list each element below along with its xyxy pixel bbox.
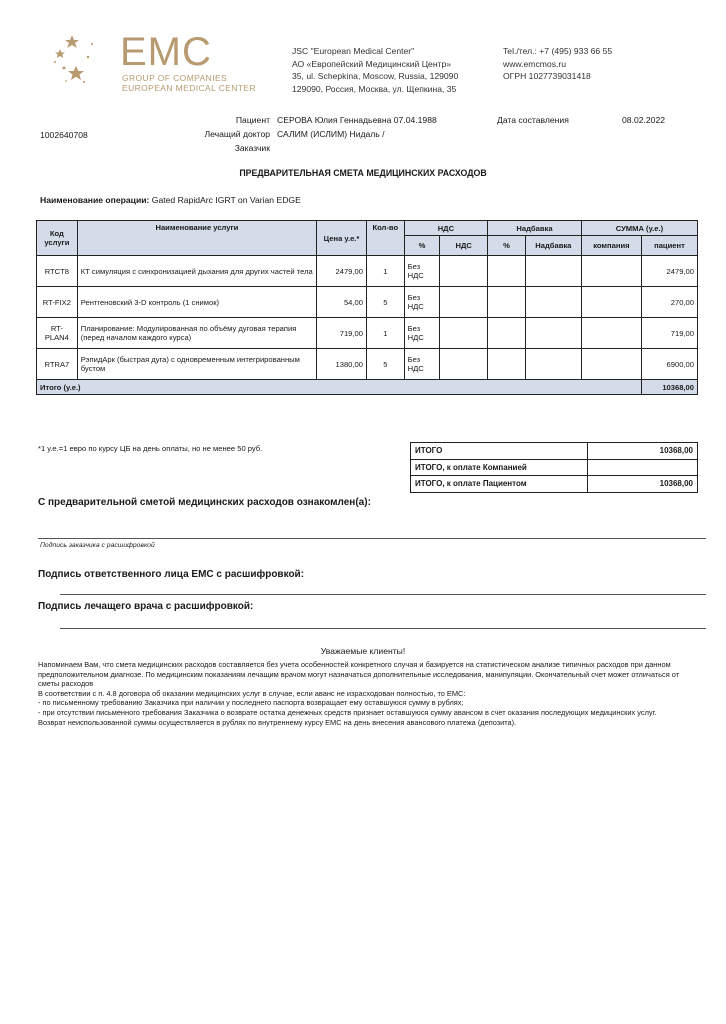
th-code: Код услуги	[37, 221, 78, 256]
doctor-signature-line	[60, 628, 706, 629]
emc-signature-heading: Подпись ответственного лица EMC с расшифровкой:	[38, 569, 305, 580]
cell-markup-pct	[488, 256, 526, 287]
customer-label: Заказчик	[234, 143, 270, 153]
stars-icon	[50, 32, 120, 92]
company-line: JSC "European Medical Center"	[292, 46, 415, 56]
cell-vat-pct: Без НДС	[404, 287, 440, 318]
logo-name: EMC	[120, 30, 212, 74]
cell-company	[581, 256, 641, 287]
cell-name: Планирование: Модулированная по объёму дуговая терапия (перед началом каждого курса)	[77, 318, 316, 349]
emc-signature-line	[60, 594, 706, 595]
totals-value	[588, 459, 698, 476]
patient-label: Пациент	[235, 115, 270, 125]
th-vat-pct: %	[404, 236, 440, 256]
footnote: *1 у.е.=1 евро по курсу ЦБ на день оплаты, но не менее 50 руб.	[38, 444, 263, 453]
notice-title: Уважаемые клиенты!	[320, 646, 406, 656]
company-contacts	[503, 45, 612, 83]
document-title: ПРЕДВАРИТЕЛЬНАЯ СМЕТА МЕДИЦИНСКИХ РАСХОДОВ	[239, 168, 487, 178]
estimate-table	[36, 220, 698, 395]
notice-paragraph: Возврат неиспользованной суммы осуществляется в рублях по внутреннему курсу ЕМС на день внесения авансового платежа (депозита).	[38, 717, 517, 727]
th-price: Цена у.е.*	[317, 221, 367, 256]
logo	[50, 32, 120, 92]
cell-vat-pct: Без НДС	[404, 256, 440, 287]
th-sum-patient: пациент	[641, 236, 697, 256]
notice-paragraph: - при отсутствии письменного требования Заказчика о возврате остатка денежных средств признает оставшуюся сумму авансом в счет оказания последующих медицинских услуг.	[38, 707, 657, 717]
logo-group: GROUP OF COMPANIES	[122, 73, 228, 83]
th-markup-amt: Надбавка	[525, 236, 581, 256]
cell-code: RT-FIX2	[37, 287, 78, 318]
customer-caption: Подпись заказчика с расшифровкой	[40, 542, 155, 549]
cell-patient: 2479,00	[641, 256, 697, 287]
operation-value: Gated RapidArc IGRT on Varian EDGE	[151, 195, 301, 205]
cell-company	[581, 287, 641, 318]
notice-body	[38, 660, 698, 727]
doctor-value: САЛИМ (ИСЛИМ) Нидаль /	[277, 129, 385, 139]
phone: Tel./тел.: +7 (495) 933 66 55	[503, 46, 613, 56]
cell-patient: 719,00	[641, 318, 697, 349]
patient-value: СЕРОВА Юлия Геннадьевна 07.04.1988	[277, 115, 437, 125]
cell-vat-amt	[440, 349, 488, 380]
th-qty: Кол-во	[366, 221, 404, 256]
company-line: 35, ul. Schepkina, Moscow, Russia, 129090	[292, 71, 459, 81]
cell-markup-pct	[488, 287, 526, 318]
cell-vat-amt	[440, 256, 488, 287]
notice-paragraph: Напоминаем Вам, что смета медицинских расходов составляется без учета особенностей конкретного случая и базируется на статистическом анализе типичных расходов при данном предположительном диагнозе. По медицинским показаниям лечащим врачом могут назначаться дополнительные исследования, манипуляции. Окончательный счет может отличаться от сметы расходов	[38, 660, 680, 689]
cell-markup-amt	[525, 256, 581, 287]
notice-paragraph: В соответствии с п. 4.8 договора об оказании медицинских услуг в случае, если аванс не израсходован полностью, то ЕМС:	[38, 688, 466, 698]
cell-price: 54,00	[317, 287, 367, 318]
table-row	[37, 318, 698, 349]
company-line: АО «Европейский Медицинский Центр»	[292, 58, 452, 69]
cell-vat-pct: Без НДС	[404, 349, 440, 380]
cell-qty: 5	[366, 349, 404, 380]
th-name: Наименование услуги	[77, 221, 316, 256]
table-total-row	[37, 380, 698, 395]
th-vat-amt: НДС	[440, 236, 488, 256]
cell-code: RT-PLAN4	[37, 318, 78, 349]
cell-name: КТ симуляция с синхронизацией дыхания для других частей тела	[77, 256, 316, 287]
cell-qty: 1	[366, 256, 404, 287]
totals-label: ИТОГО	[411, 443, 588, 460]
th-sum: СУММА (у.е.)	[581, 221, 697, 236]
th-markup: Надбавка	[488, 221, 582, 236]
cell-code: RTCT8	[37, 256, 78, 287]
company-address	[292, 45, 458, 95]
table-row	[37, 287, 698, 318]
cell-patient: 6900,00	[641, 349, 697, 380]
website: www.emcmos.ru	[503, 58, 567, 69]
totals-label: ИТОГО, к оплате Компанией	[411, 459, 588, 476]
totals-table	[410, 442, 698, 493]
cell-qty: 5	[366, 287, 404, 318]
total-label: Итого (у.е.)	[37, 380, 642, 395]
cell-price: 1380,00	[317, 349, 367, 380]
totals-row	[411, 443, 698, 460]
cell-vat-amt	[440, 318, 488, 349]
patient-id: 1002640708	[40, 130, 88, 140]
table-row	[37, 349, 698, 380]
doctor-signature-heading: Подпись лечащего врача с расшифровкой:	[38, 601, 254, 612]
operation-label: Наименование операции:	[40, 195, 150, 205]
th-markup-pct: %	[488, 236, 526, 256]
totals-row	[411, 459, 698, 476]
table-row	[37, 256, 698, 287]
ogrn: ОГРН 1027739031418	[503, 71, 591, 81]
notice-paragraph: - по письменному требованию Заказчика при наличии у последнего паспорта возвращает ему оставшуюся сумму в рублях;	[38, 698, 464, 708]
logo-center: EUROPEAN MEDICAL CENTER	[122, 83, 257, 93]
cell-vat-pct: Без НДС	[404, 318, 440, 349]
totals-value: 10368,00	[588, 476, 698, 493]
company-line: 129090, Россия, Москва, ул. Щепкина, 35	[292, 83, 457, 94]
ack-heading: С предварительной сметой медицинских расходов ознакомлен(а):	[38, 497, 371, 508]
cell-price: 719,00	[317, 318, 367, 349]
date-value: 08.02.2022	[622, 115, 666, 125]
cell-markup-amt	[525, 318, 581, 349]
cell-markup-pct	[488, 318, 526, 349]
total-value: 10368,00	[641, 380, 697, 395]
cell-price: 2479,00	[317, 256, 367, 287]
cell-company	[581, 318, 641, 349]
totals-row	[411, 476, 698, 493]
cell-markup-pct	[488, 349, 526, 380]
cell-qty: 1	[366, 318, 404, 349]
totals-value: 10368,00	[588, 443, 698, 460]
cell-markup-amt	[525, 349, 581, 380]
doctor-label: Лечащий доктор	[204, 129, 270, 139]
customer-signature-line	[38, 538, 706, 539]
th-sum-company: компания	[581, 236, 641, 256]
th-vat: НДС	[404, 221, 488, 236]
cell-company	[581, 349, 641, 380]
cell-code: RTRA7	[37, 349, 78, 380]
operation	[40, 195, 301, 205]
cell-name: РэпидАрк (быстрая дуга) с одновременным интегрированным бустом	[77, 349, 316, 380]
date-label: Дата составления	[497, 115, 569, 125]
cell-patient: 270,00	[641, 287, 697, 318]
cell-markup-amt	[525, 287, 581, 318]
cell-name: Рентгеновский 3-D контроль (1 снимок)	[77, 287, 316, 318]
totals-label: ИТОГО, к оплате Пациентом	[411, 476, 588, 493]
cell-vat-amt	[440, 287, 488, 318]
